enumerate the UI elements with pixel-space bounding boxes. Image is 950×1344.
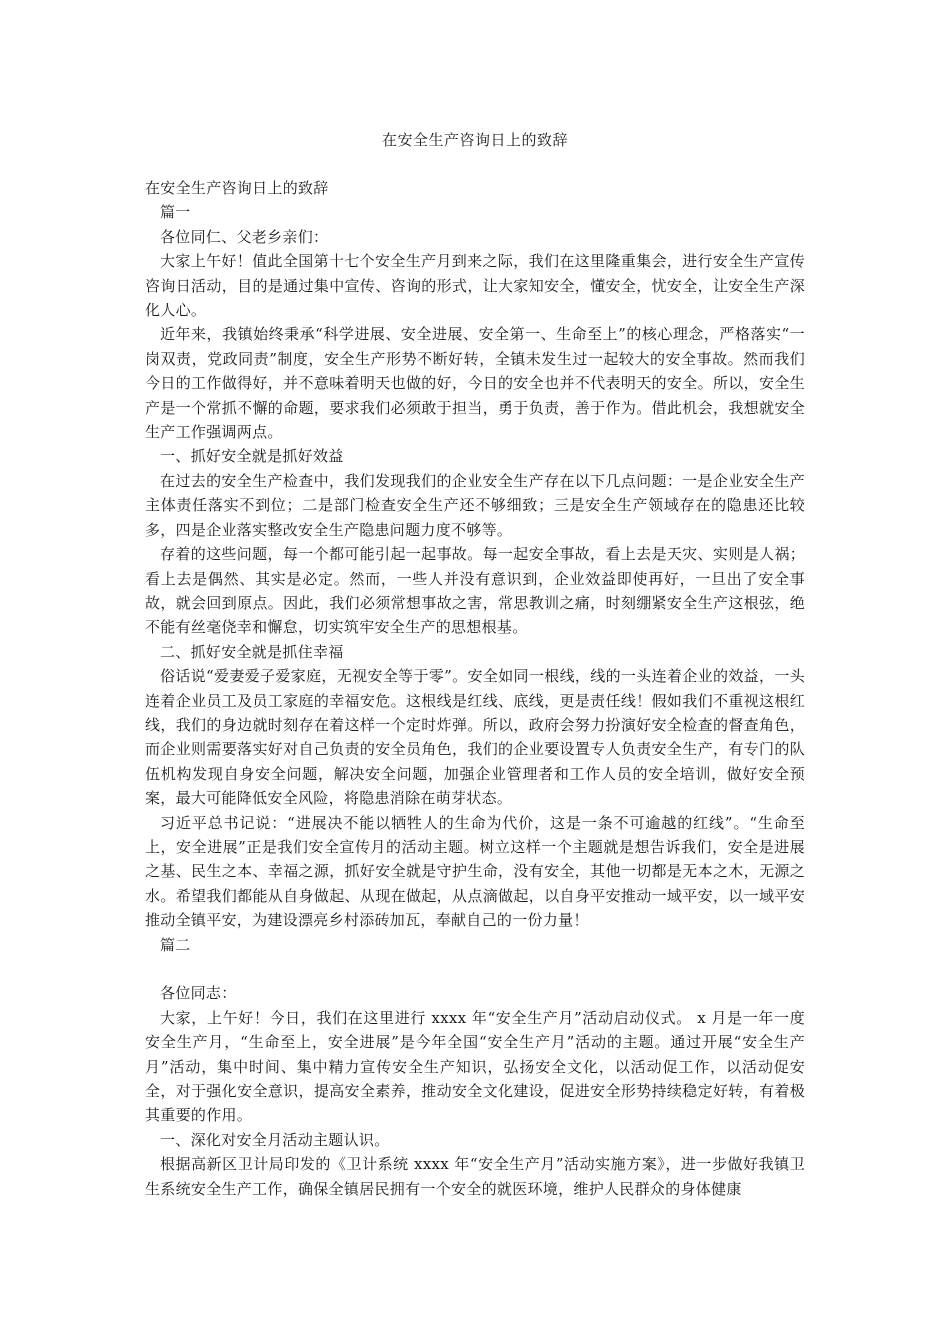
greeting-part1: 各位同仁、父老乡亲们： (160, 227, 329, 246)
heading-part1-2: 二、抓好安全就是抓住幸福 (160, 642, 344, 661)
document-body (145, 176, 805, 1201)
paragraph-part2-1: 大家，上午好！今日，我们在这里进行 xxxx 年“安全生产月”活动启动仪式。 x 月是一年一度安全生产月，“生命至上，安全进展”是今年全国“安全生产月”活动的主题。通过开展“安全生产月”活动，集中时间、集中精力宣传安全生产知识，弘扬安全文化，以活动促工作，以活动促安全，对于强化安全意识，提高安全素养，推动安全文化建设，促进安全形势持续稳定好转，有着极其重要的作用。 (145, 1008, 805, 1125)
greeting-part2: 各位同志： (160, 984, 237, 1003)
heading-part2-1: 一、深化对安全月活动主题认识。 (160, 1130, 390, 1149)
paragraph-part1-3: 在过去的安全生产检查中，我们发现我们的企业安全生产存在以下几点问题：一是企业安全生产主体责任落实不到位；二是部门检查安全生产还不够细致；三是安全生产领域存在的隐患还比较多，四是企业落实整改安全生产隐患问题力度不够等。 (145, 471, 805, 539)
paragraph-part1-5: 俗话说“爱妻爱子爱家庭，无视安全等于零”。安全如同一根线，线的一头连着企业的效益，一头连着企业员工及员工家庭的幸福安危。这根线是红线、底线，更是责任线！假如我们不重视这根红线，我们的身边就时刻存在着这样一个定时炸弹。所以，政府会努力扮演好安全检查的督查角色，而企业则需要落实好对自己负责的安全员角色，我们的企业要设置专人负责安全生产，有专门的队伍机构发现自身安全问题，解决安全问题，加强企业管理者和工作人员的安全培训，做好安全预案，最大可能降低安全风险，将隐患消除在萌芽状态。 (145, 667, 805, 808)
paragraph-part1-6: 习近平总书记说：“进展决不能以牺牲人的生命为代价，这是一条不可逾越的红线”。“生命至上，安全进展”正是我们安全宣传月的活动主题。树立这样一个主题就是想告诉我们，安全是进展之基、民生之本、幸福之源，抓好安全就是守护生命，没有安全，其他一切都是无本之木，无源之水。希望我们都能从自身做起、从现在做起，从点滴做起，以自身平安推动一域平安，以一域平安推动全镇平安，为建设漂亮乡村添砖加瓦，奉献自己的一份力量！ (145, 813, 805, 930)
heading-part1-1: 一、抓好安全就是抓好效益 (160, 447, 344, 466)
document-title: 在安全生产咨询日上的致辞 (381, 131, 568, 149)
paragraph-part1-4: 存着的这些问题，每一个都可能引起一起事故。每一起安全事故，看上去是天灾、实则是人祸；看上去是偶然、其实是必定。然而，一些人并没有意识到，企业效益即使再好，一旦出了安全事故，就会回到原点。因此，我们必须常想事故之害，常思教训之痛，时刻绷紧安全生产这根弦，绝不能有丝毫侥幸和懈怠，切实筑牢安全生产的思想根基。 (145, 545, 805, 637)
section-label-part2: 篇二 (160, 935, 191, 954)
document-subtitle: 在安全生产咨询日上的致辞 (145, 179, 329, 197)
section-label-part1: 篇一 (160, 203, 191, 222)
paragraph-part1-2: 近年来，我镇始终秉承“科学进展、安全进展、安全第一、生命至上”的核心理念，严格落实“一岗双责，党政同责”制度，安全生产形势不断好转，全镇未发生过一起较大的安全事故。然而我们今日的工作做得好，并不意味着明天也做的好，今日的安全也并不代表明天的安全。所以，安全生产是一个常抓不懈的命题，要求我们必须敢于担当，勇于负责，善于作为。借此机会，我想就安全生产工作强调两点。 (145, 325, 805, 442)
paragraph-part2-2: 根据高新区卫计局印发的《卫计系统 xxxx 年“安全生产月”活动实施方案》，进一步做好我镇卫生系统安全生产工作，确保全镇居民拥有一个安全的就医环境，维护人民群众的身体健康 (145, 1155, 805, 1198)
blank-line (145, 957, 805, 981)
paragraph-part1-1: 大家上午好！值此全国第十七个安全生产月到来之际，我们在这里隆重集会，进行安全生产宣传咨询日活动，目的是通过集中宣传、咨询的形式，让大家知安全，懂安全，忧安全，让安全生产深化人心。 (145, 252, 805, 320)
